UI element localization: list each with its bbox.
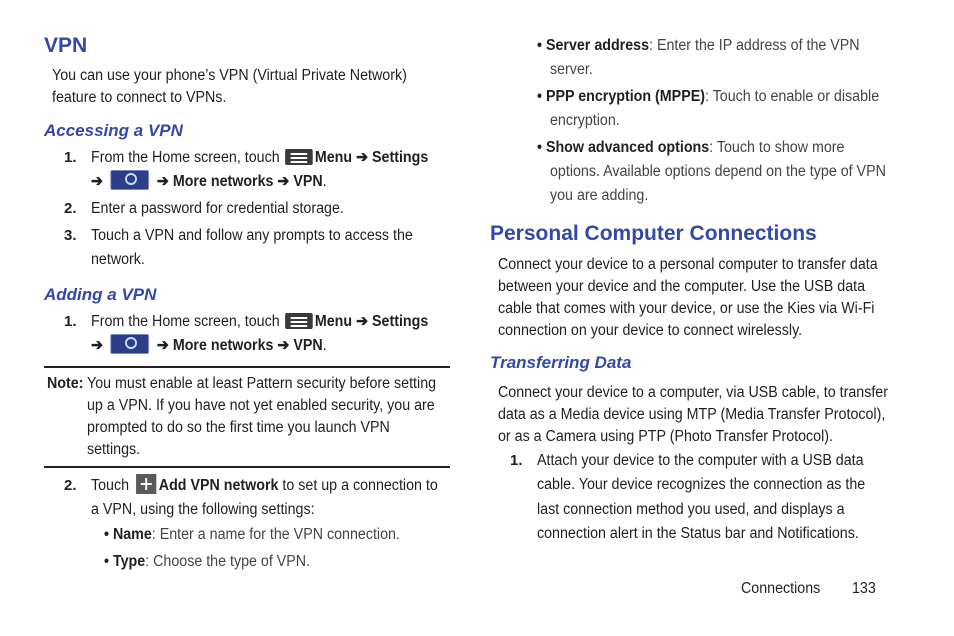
footer-section-name: Connections (741, 580, 821, 597)
arrow-icon: ➔ (91, 173, 103, 190)
accessing-step-1-line-1 (91, 146, 428, 170)
bullet-server-address: • Server address: Enter the IP address of the VPN (537, 37, 860, 54)
menu-label: Menu (314, 149, 353, 166)
menu-icon (285, 149, 313, 165)
vpn-intro-line-1: You can use your phone’s VPN (Virtual Private Network) (52, 67, 407, 84)
step-text: From the Home screen, touch (91, 313, 280, 330)
more-networks-label: More networks (172, 173, 274, 190)
vpn-intro-line-2: feature to connect to VPNs. (52, 89, 227, 106)
adding-step-1-line-2: ➔ ➔ More networks ➔ VPN. (91, 334, 327, 358)
pcc-intro-line-4: connection on your device to connect wirelessly. (498, 322, 803, 339)
note-line-4: settings. (87, 441, 141, 458)
step-number: 1. (510, 452, 523, 469)
bullet-label: Show advanced options (545, 139, 710, 156)
menu-icon (285, 313, 313, 329)
bullet-text: : Touch to enable or disable (704, 88, 880, 105)
bullet-text: : Enter the IP address of the VPN (649, 37, 860, 54)
vpn-heading: VPN (44, 34, 88, 57)
transfer-step-line-4: connection alert in the Status bar and Notifications. (537, 525, 859, 542)
pcc-heading: Personal Computer Connections (490, 222, 817, 245)
vpn-label: VPN (293, 173, 323, 190)
note-bottom-rule (44, 466, 450, 468)
arrow-icon: ➔ (277, 337, 290, 354)
bullet-text: : Enter a name for the VPN connection. (151, 526, 400, 543)
bullet-label: PPP encryption (MPPE) (545, 88, 705, 105)
bullet-label: Type (112, 553, 146, 570)
step-number: 3. (64, 227, 77, 244)
note-line-2: up a VPN. If you have not yet enabled security, you are (87, 397, 435, 414)
arrow-icon: ➔ (277, 173, 290, 190)
accessing-vpn-heading: Accessing a VPN (44, 121, 183, 140)
menu-label: Menu (314, 313, 353, 330)
add-icon (136, 474, 156, 494)
bullet-show-advanced: • Show advanced options: Touch to show more (537, 139, 845, 156)
bullet-ppp-encryption-cont: encryption. (550, 112, 620, 129)
settings-label: Settings (372, 149, 429, 166)
transfer-step-line-2: cable. Your device recognizes the connection as the (537, 476, 866, 493)
arrow-icon: ➔ (356, 313, 369, 330)
step-number: 2. (64, 477, 77, 494)
bullet-text: : Choose the type of VPN. (145, 553, 311, 570)
note-label: Note: (47, 375, 84, 392)
more-networks-label: More networks (172, 337, 274, 354)
bullet-label: Server address (545, 37, 650, 54)
adding-step-1-line-1 (91, 310, 428, 334)
settings-icon (111, 170, 150, 190)
bullet-label: Name (112, 526, 152, 543)
bullet-server-address-cont: server. (550, 61, 593, 78)
bullet-show-advanced-cont-2: you are adding. (550, 187, 649, 204)
transfer-step-line-3: last connection method you used, and displays a (537, 501, 845, 518)
arrow-icon: ➔ (356, 149, 369, 166)
add-vpn-network-label: Add VPN network (158, 477, 279, 494)
pcc-intro-line-1: Connect your device to a personal computer to transfer data (498, 256, 878, 273)
settings-icon (111, 334, 150, 354)
transfer-intro-line-3: or as a Camera using PTP (Photo Transfer Protocol). (498, 428, 833, 445)
accessing-step-3-line-1: Touch a VPN and follow any prompts to access the (91, 227, 413, 244)
adding-step-2-line-2: a VPN, using the following settings: (91, 501, 315, 518)
step-number: 1. (64, 313, 77, 330)
step-text: to set up a connection to (282, 477, 438, 494)
note-line-3: prompted to do so the first time you launch VPN (87, 419, 390, 436)
transfer-intro-line-1: Connect your device to a computer, via USB cable, to transfer (498, 384, 888, 401)
transfer-intro-line-2: data as a Media device using MTP (Media Transfer Protocol), (498, 406, 886, 423)
transfer-step-line-1: Attach your device to the computer with a USB data (537, 452, 864, 469)
bullet-name: • Name: Enter a name for the VPN connection. (104, 526, 400, 543)
vpn-label: VPN (293, 337, 323, 354)
pcc-intro-line-3: cable that comes with your device, or use the Kies via Wi-Fi (498, 300, 875, 317)
adding-vpn-heading: Adding a VPN (44, 285, 157, 304)
footer-page-number: 133 (852, 580, 876, 597)
note-top-rule (44, 366, 450, 368)
accessing-step-1-line-2: ➔ ➔ More networks ➔ VPN. (91, 170, 327, 194)
transferring-data-heading: Transferring Data (490, 353, 632, 372)
arrow-icon: ➔ (156, 173, 169, 190)
pcc-intro-line-2: between your device and the computer. Use the USB data (498, 278, 866, 295)
step-number: 1. (64, 149, 77, 166)
accessing-step-3-line-2: network. (91, 251, 145, 268)
step-number: 2. (64, 200, 77, 217)
step-text: From the Home screen, touch (91, 149, 280, 166)
adding-step-2-line-1 (91, 474, 438, 498)
note-line-1: You must enable at least Pattern security before setting (87, 375, 437, 392)
settings-label: Settings (372, 313, 429, 330)
accessing-step-2: Enter a password for credential storage. (91, 200, 344, 217)
arrow-icon: ➔ (91, 337, 103, 354)
arrow-icon: ➔ (156, 337, 169, 354)
bullet-type: • Type: Choose the type of VPN. (104, 553, 311, 570)
step-text: Touch (91, 477, 130, 494)
bullet-text: : Touch to show more (709, 139, 845, 156)
bullet-show-advanced-cont-1: options. Available options depend on the type of VPN (550, 163, 886, 180)
bullet-ppp-encryption: • PPP encryption (MPPE): Touch to enable or disable (537, 88, 880, 105)
